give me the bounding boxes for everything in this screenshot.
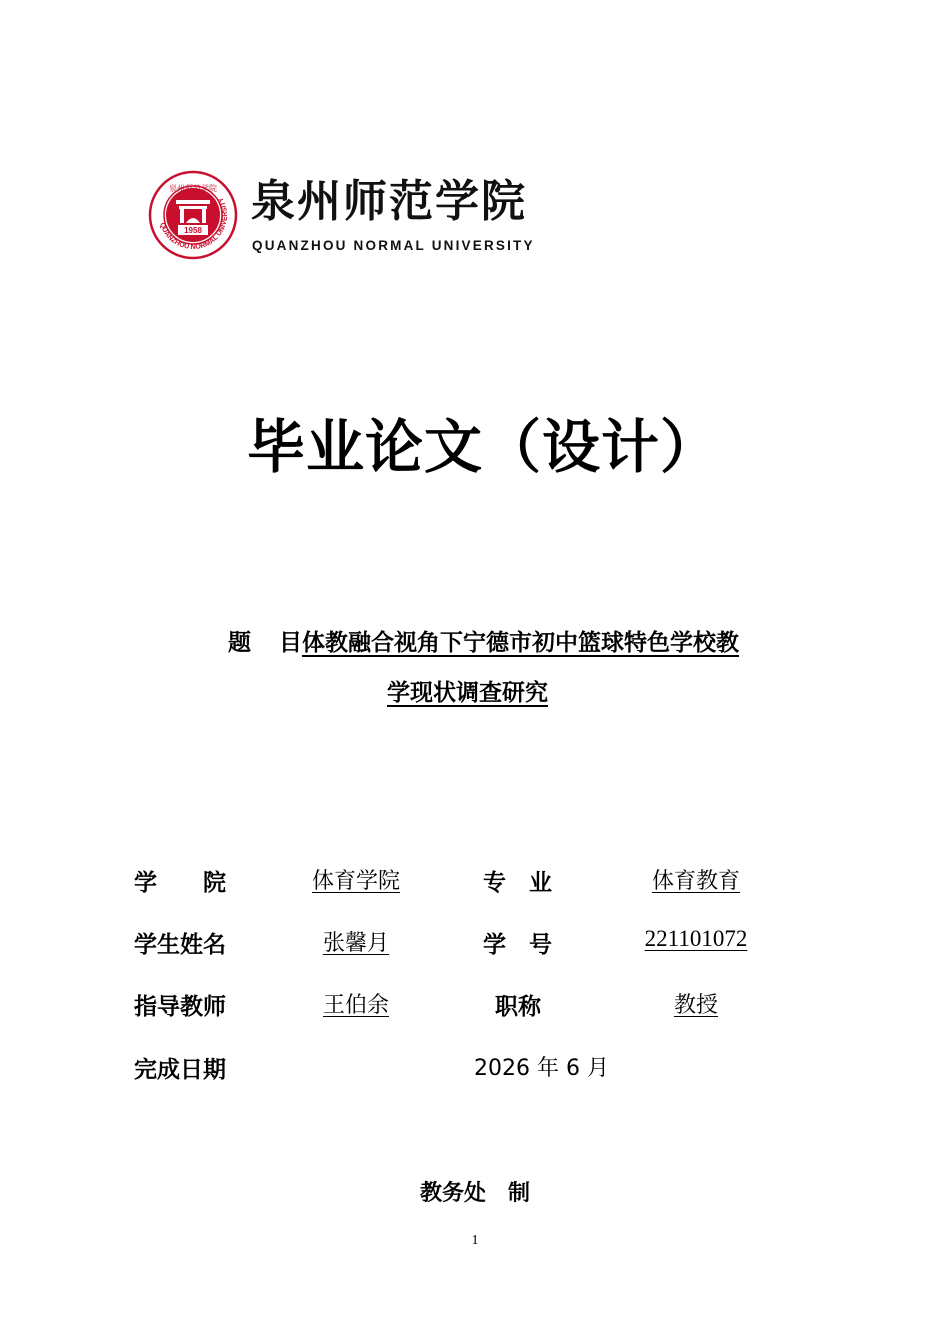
student-name-value: 张馨月 xyxy=(322,931,389,956)
topic-label-char-2: 目 xyxy=(279,630,302,656)
topic-label-char-1: 题 xyxy=(228,630,251,656)
title-rank-value: 教授 xyxy=(673,993,718,1018)
page-number: 1 xyxy=(471,1233,479,1248)
student-name-label: 学生姓名 xyxy=(134,932,226,958)
college-label: 学 院 xyxy=(134,870,226,896)
student-id-value: 221101072 xyxy=(644,926,748,951)
topic-line-1: 体教融合视角下宁德市初中篮球特色学校教 xyxy=(302,630,739,656)
topic-label xyxy=(228,624,302,657)
major-value: 体育教育 xyxy=(651,869,740,894)
completion-date-value: 2026 年 6 月 xyxy=(474,1056,609,1081)
student-id-label: 学 号 xyxy=(483,932,552,958)
advisor-label: 指导教师 xyxy=(134,994,226,1020)
college-value: 体育学院 xyxy=(311,869,400,894)
topic-line-2: 学现状调查研究 xyxy=(387,680,548,706)
university-name-en: QUANZHOU NORMAL UNIVERSITY xyxy=(252,238,535,253)
university-seal-icon xyxy=(148,170,238,260)
university-logo xyxy=(148,170,548,260)
completion-date-label: 完成日期 xyxy=(134,1057,226,1083)
seal-year: 1958 xyxy=(184,226,202,235)
title-rank-label: 职称 xyxy=(495,994,541,1020)
university-name-cn: 泉州师范学院 xyxy=(251,176,527,227)
document-title: 毕业论文（设计） xyxy=(246,413,719,481)
issuing-office: 教务处 制 xyxy=(419,1181,530,1206)
major-label: 专 业 xyxy=(483,870,552,896)
seal-ring-text: QUANZHOU NORMAL UNIVERSITY xyxy=(158,195,230,252)
seal-top-text: 泉州师范学院 xyxy=(169,184,217,193)
advisor-value: 王伯余 xyxy=(322,993,389,1018)
